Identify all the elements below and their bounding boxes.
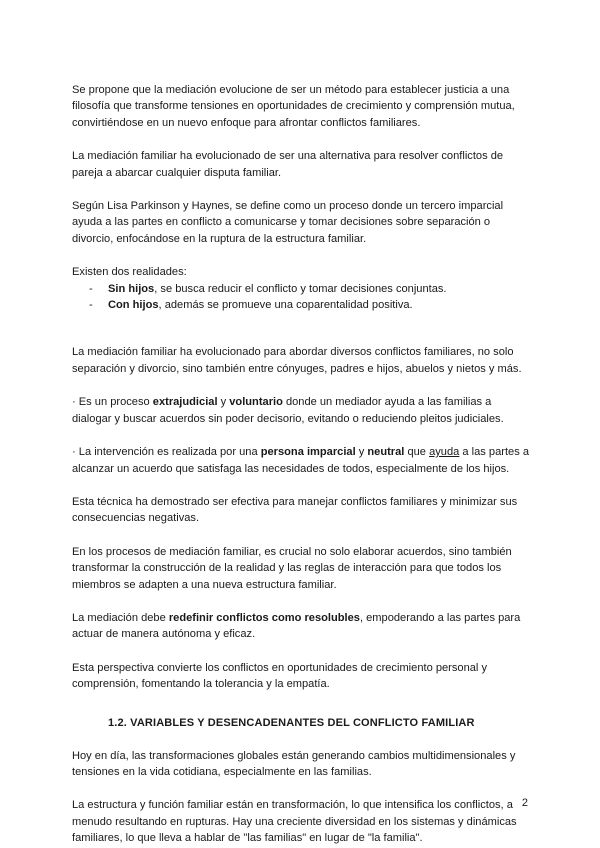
document-body <box>72 82 532 847</box>
paragraph: Esta perspectiva convierte los conflictos en oportunidades de crecimiento personal y comprensión, fomentando la tolerancia y la empatía. <box>72 661 488 691</box>
list-intro: Existen dos realidades: <box>72 266 187 279</box>
bold-run: extrajudicial <box>152 396 218 409</box>
text-run: y <box>217 396 230 409</box>
text-run: a las partes a alcanzar un acuerdo que satisfaga las necesidades de todos, especialmente de los hijos. <box>72 446 529 475</box>
section-heading: 1.2. VARIABLES Y DESENCADENANTES DEL CONFLICTO FAMILIAR <box>108 716 475 729</box>
text-run: y <box>355 446 368 459</box>
dash-bullet: - <box>89 282 93 295</box>
text-run: donde un mediador ayuda a las familias a dialogar y buscar acuerdos sin poder decisorio, evitando o reduciendo pleitos judiciales. <box>72 396 504 425</box>
text-run: que <box>404 446 430 459</box>
paragraph: Hoy en día, las transformaciones globales están generando cambios multidimensionales y tensiones en la vida cotidiana, especialmente en las familias. <box>72 749 516 778</box>
list-item <box>72 297 532 313</box>
bold-run: neutral <box>367 446 405 459</box>
list-item-text: , además se promueve una coparentalidad positiva. <box>158 299 413 312</box>
paragraph: En los procesos de mediación familiar, es crucial no solo elaborar acuerdos, sino también transformar la construcción de la realidad y las reglas de interacción para que todos los miembros se adapten a una nueva estructura familiar. <box>72 545 512 591</box>
list-item <box>72 281 532 297</box>
paragraph: Esta técnica ha demostrado ser efectiva para manejar conflictos familiares y minimizar sus consecuencias negativas. <box>72 495 518 525</box>
list-item-text: , se busca reducir el conflicto y tomar decisiones conjuntas. <box>154 282 447 295</box>
bold-run: voluntario <box>229 396 283 409</box>
page-number: 2 <box>521 797 528 809</box>
list-item-bold: Sin hijos <box>108 282 155 295</box>
paragraph: La mediación familiar ha evolucionado para abordar diversos conflictos familiares, no solo separación y divorcio, sino también entre cónyuges, padres e hijos, abuelos y nietos y más. <box>72 346 522 375</box>
paragraph <box>72 444 532 477</box>
paragraph: Se propone que la mediación evolucione de ser un método para establecer justicia a una filosofía que transforme tensiones en oportunidades de crecimiento y comprensión mutua, convirtiéndose en un nuevo enfoque para afrontar conflictos familiares. <box>72 84 515 129</box>
dash-list <box>72 281 532 314</box>
dash-bullet: - <box>89 299 93 312</box>
text-run: · La intervención es realizada por una <box>72 446 261 459</box>
paragraph: Según Lisa Parkinson y Haynes, se define como un proceso donde un tercero imparcial ayuda a las partes en conflicto a comunicarse y tomar decisiones sobre separación o divorcio, enfocándose en la ruptura de la estructura familiar. <box>72 200 504 245</box>
paragraph <box>72 394 532 427</box>
paragraph <box>72 610 532 643</box>
text-run: · Es un proceso <box>72 396 153 409</box>
paragraph: La mediación familiar ha evolucionado de ser una alternativa para resolver conflictos de pareja a abarcar cualquier disputa familiar. <box>72 150 504 179</box>
list-item-bold: Con hijos <box>108 299 159 312</box>
underlined-run: ayuda <box>429 446 460 459</box>
bold-run: redefinir conflictos como resolubles <box>168 611 360 624</box>
text-run: , empoderando a las partes para actuar de manera autónoma y eficaz. <box>72 611 521 641</box>
text-run: La mediación debe <box>72 611 169 624</box>
bold-run: persona imparcial <box>260 446 356 459</box>
paragraph: La estructura y función familiar están en transformación, lo que intensifica los conflictos, a menudo resultando en rupturas. Hay una creciente diversidad en los sistemas y dinámicas familiares, lo que lleva a hablar de "las familias" en lugar de "la familia". <box>72 799 517 845</box>
